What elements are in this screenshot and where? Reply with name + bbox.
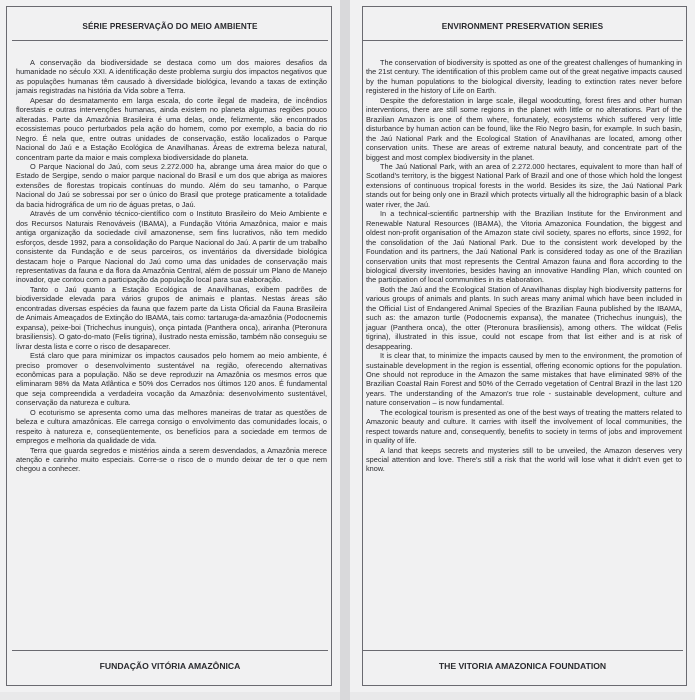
body-text [366,58,682,474]
footer-divider [362,650,683,651]
paragraph: The conservation of biodiversity is spotted as one of the greatest challenges of humanking in the 21st century. The identification of this problem came out of the great negative impacts caused by the human populations to the biological diversity, leading to extinction rates never before registered in the history of Life on Earth. [366,58,682,96]
footer-divider [12,650,328,651]
paragraph: The ecological tourism is presented as one of the best ways of treating the matters related to Amazonic beauty and culture. It carries with itself the involvement of local communities, the respect towards nature and, consequently, benefits to society in terms of jobs and improvement in quality of life. [366,407,682,446]
paragraph: Despite the deforestation in large scale, illegal woodcutting, forest fires and other human interventions, there are still some regions in the planet with little or no alterations. Part of the Brazilian Amazon is one of them where, fortunately, ecosystems which suffered very little disturbance by human action can be found, like the Rio Negro basin, for example. In such basin, the Jaú National Park and the Ecological Station of Anavilhanas are located, among other conservation units. These are areas of extreme natural beauty, and concentrate part of the biggest and most complex biodiversity in the planet. [366,95,682,162]
paragraph: The Jaú National Park, with an area of 2.272.000 hectares, equivalent to more than half of Scotland's territory, is the biggest National Park of Brazil and one of those which hold the longest extensions of continuous tropical forests in the world. Besides its size, the Jaú National Park stands out for being only one in Brazil which protects virtually all the hidrographic basin of a black water river, the Jaú. [366,161,682,209]
paragraph: It is clear that, to minimize the impacts caused by men to the environment, the promotion of sustainable development in the region is essential, offering economic options for the population. One should not reproduce in the Amazon the same mistakes that have eliminated 98% of the Brazilian Coastal Rain Forest and 50% of the Cerrado vegetation of Central Brazil in the last 120 years. The understanding of the Amazon's true role - sustainable development, culture and nature conservation – is now fundamental. [366,351,682,408]
paragraph: O ecoturismo se apresenta como uma das melhores maneiras de tratar as questões de beleza e cultura amazônicas. Ele carrega consigo o envolvimento das comunidades locais, o respeito à natureza e, conseqüentemente, os benefícios para a sociedade em termos de empregos e melhoria da qualidade de vida. [16,407,327,446]
paragraph: A land that keeps secrets and mysteries still to be unveiled, the Amazon deserves very special attention and love. There's still a risk that the world will lose what it didn't even get to know. [366,445,682,474]
page-footer: FUNDAÇÃO VITÓRIA AMAZÔNICA [99,661,241,671]
page-heading: SÉRIE PRESERVAÇÃO DO MEIO AMBIENTE [82,22,258,31]
english-page [350,0,695,692]
paragraph: Através de um convênio técnico-científico com o Instituto Brasileiro do Meio Ambiente e dos Recursos Naturais Renováveis (IBAMA), a Fundação Vitória Amazônica, maior e mais antiga organização da sociedade civil amazonense, sem fins lucrativos, não tem medido esforços, desde 1992, para a consolidação do Parque Nacional do Jaú. A partir de um trabalho consistente da Fundação e de seus parceiros, os inventários da diversidade biológica destacam hoje o Parque Nacional do Jaú como uma das unidades de conservação mais representativas da fauna e da flora da Amazônia Central, além de possuir um Plano de Manejo inovador, que contou com a participação da população local para sua elaboração. [16,209,327,285]
center-fold [340,0,350,700]
paragraph: A conservação da biodiversidade se destaca como um dos maiores desafios da humanidade no século XXI. A identificação deste problema surgiu dos impactos negativos que as populações humanas têm causado à diversidade biológica, levando a taxas de extinção jamais registradas na história da Vida sobre a Terra. [16,58,327,96]
paragraph: Both the Jaú and the Ecological Station of Anavilhanas display high biodiversity patterns for various groups of animals and plants. In such areas many animal which have been included in the Official List of Endangered Animal Species of the Brazilian Fauna published by the IBAMA, such as: the amazon turtle (Podocnemis expansa), the manatee (Trichechus inunguis), the jaguar (Panthera onca), the otter (Pteronura brasiliensis), among others. The wildcat (Felis tigrina), illustrated in this issue, could not escape from that list either and is at risk of desappearing. [366,284,682,351]
page-heading: ENVIRONMENT PRESERVATION SERIES [441,22,604,31]
paragraph: Está claro que para minimizar os impactos causados pelo homem ao meio ambiente, é preciso promover o desenvolvimento sustentável na região, oferecendo alternativas econômicas para a população. Não se deve reproduzir na Amazônia os mesmos erros que eliminaram 98% da Mata Atlântica e 50% dos Cerrados nos últimos 120 anos. É fundamental que seja compreendida a verdadeira vocação da Amazônia: desenvolvimento sustentável, conservação da natureza e cultura. [16,351,327,408]
body-text [16,58,327,474]
paragraph: Tanto o Jaú quanto a Estação Ecológica de Anavilhanas, exibem padrões de biodiversidade elevada para vários grupos de animais e plantas. Nestas áreas são encontradas diversas espécies da fauna que fazem parte da Lista Oficial da Fauna Brasileira de Animais Ameaçados de Extinção do IBAMA, tais como: tartaruga-da-amazônia (Podocnemis expansa), peixe-boi (Trichechus inunguis), onça pintada (Panthera onca), ariranha (Pteronura brasiliensis). O gato-do-mato (Felis tigrina), ilustrado nesta emissão, também não conseguiu se livrar desta lista e corre o risco de desaparecer. [16,284,327,351]
paragraph: Terra que guarda segredos e mistérios ainda a serem desvendados, a Amazônia merece atenção e carinho muito especiais. Corre-se o risco de o mundo deixar de ter o que nem chegou a conhecer. [16,445,327,474]
paragraph: Apesar do desmatamento em larga escala, do corte ilegal de madeira, de incêndios florestais e outras intervenções humanas, ainda existem no planeta algumas regiões pouco alteradas. Parte da Amazônia Brasileira é uma delas, onde, felizmente, são encontrados ecossistemas pouco perturbados pela ação do homem, como por exemplo, a bacia do rio Negro. É nela que, entre outras unidades de conservação, estão localizados o Parque Nacional do Jaú e a Estação Ecológica de Anavilhanas. Áreas de extrema beleza natural, concentram parte da maior e mais complexa biodiversidade do planeta. [16,95,327,162]
paragraph: O Parque Nacional do Jaú, com seus 2.272.000 ha, abrange uma área maior do que o Estado de Sergipe, sendo o maior parque nacional do Brasil e um dos que abriga as maiores extensões de florestas tropicais contínuas do mundo. Além do seu tamanho, o Parque Nacional do Jaú se sobressai por ser o único do Brasil que protege praticamente a totalidade da bacia hidrográfica de um rio de águas pretas, o Jaú. [16,161,327,209]
heading-divider [362,40,683,41]
heading-divider [12,40,328,41]
portuguese-page [0,0,340,692]
page-footer: THE VITORIA AMAZONICA FOUNDATION [438,661,607,671]
paragraph: In a technical-scientific partnership with the Brazilian Institute for the Environment and Renewable Natural Resources (IBAMA), the Vitoria Amazonica Foundation, the biggest and oldest non-profit organisation of the Amazon state civil society, spares no efforts, since 1992, for the consolidation of the Jaú National Park. Due to the consistent work developed by the Foundation and its partners, the Jaú National Park is considered today as one of the Brazilian conservation units that most represents the Central Amazon fauna and flora according to the biological diversity inventories, besides having an innovative Handling Plan, which counted on the participation of local communities in its elaboration. [366,209,682,285]
